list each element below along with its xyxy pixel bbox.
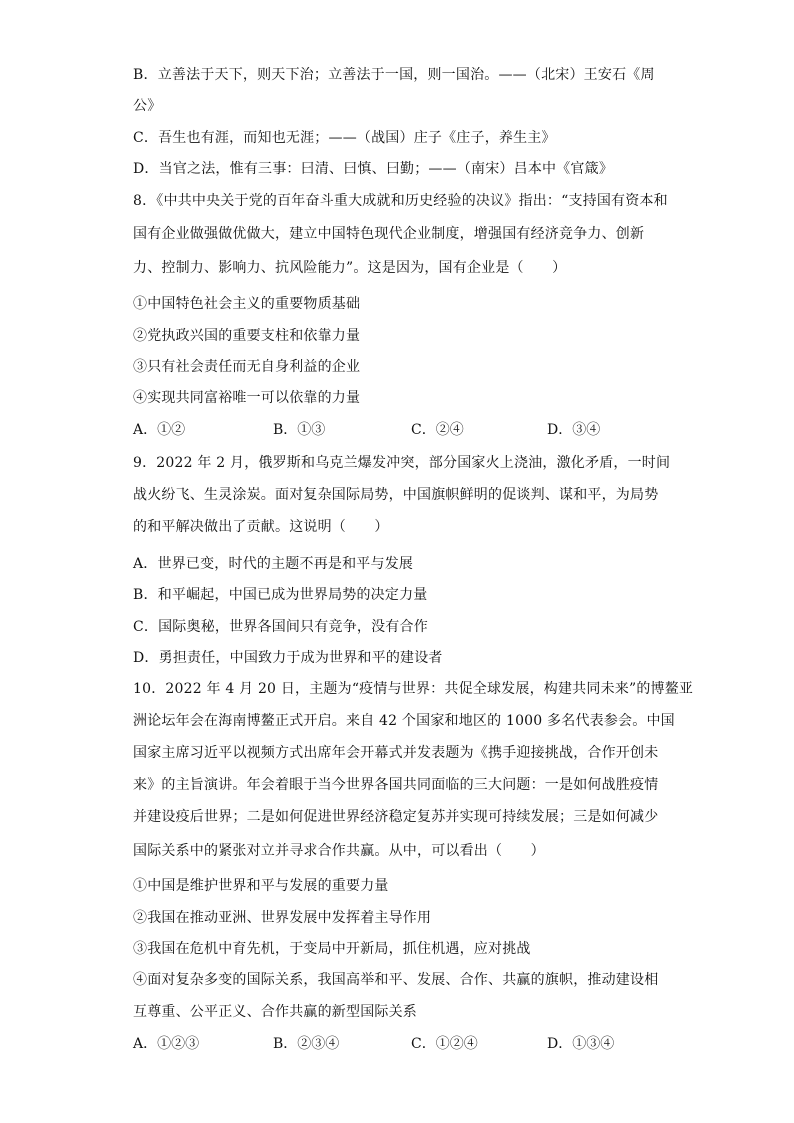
q9-option-a[interactable]: A．世界已变，时代的主题不再是和平与发展 (133, 556, 414, 572)
q8-choice-c[interactable]: C．②④ (411, 422, 464, 438)
q10-stem-line5: 并建设疫后世界；二是如何促进世界经济稳定复苏并实现可持续发展；三是如何减少 (133, 809, 659, 825)
q8-choices (133, 420, 693, 440)
q9-stem-line2: 战火纷飞、生灵涂炭。面对复杂国际局势，中国旗帜鲜明的促谈判、谋和平，为局势 (133, 487, 659, 503)
q7-option-c: C．吾生也有涯，而知也无涯；——（战国）庄子《庄子，养生主》 (133, 130, 556, 146)
q9-option-c[interactable]: C．国际奥秘，世界各国间只有竞争，没有合作 (133, 619, 428, 635)
q10-stem-line2: 洲论坛年会在海南博鳌正式开启。来自 42 个国家和地区的 1000 多名代表参会。中国 (133, 713, 675, 729)
q9-stem-line1: 9．2022 年 2 月，俄罗斯和乌克兰爆发冲突，部分国家火上浇油，激化矛盾，一时间 (133, 455, 671, 471)
q8-stem-line2: 国有企业做强做优做大，建立中国特色现代企业制度，增强国有经济竞争力、创新 (133, 226, 645, 242)
q8-stem-line1: 8．《中共中央关于党的百年奋斗重大成就和历史经验的决议》指出：“支持国有资本和 (133, 193, 668, 209)
q10-choice-b[interactable]: B．②③④ (273, 1036, 340, 1052)
q8-choice-d[interactable]: D．③④ (547, 422, 601, 438)
q10-statement-2: ②我国在推动亚洲、世界发展中发挥着主导作用 (133, 910, 432, 926)
q10-stem-line3: 国家主席习近平以视频方式出席年会开幕式并发表题为《携手迎接挑战，合作开创未 (133, 745, 659, 761)
q7-option-d: D．当官之法，惟有三事：曰清、曰慎、曰勤；——（南宋）吕本中《官箴》 (133, 161, 614, 177)
q10-choice-c[interactable]: C．①②④ (411, 1036, 478, 1052)
q10-statement-4-line2: 互尊重、公平正义、合作共赢的新型国际关系 (133, 1004, 417, 1020)
q7-option-b-line2: 公》 (133, 98, 162, 114)
q9-stem-line3: 的和平解决做出了贡献。这说明（ ） (133, 519, 389, 535)
q8-choice-b[interactable]: B．①③ (273, 422, 326, 438)
q10-choices (133, 1034, 693, 1054)
q10-stem-line1: 10．2022 年 4 月 20 日，主题为“疫情与世界：共促全球发展，构建共同未来”的博鳌亚 (133, 681, 694, 697)
q10-statement-4-line1: ④面对复杂多变的国际关系，我国高举和平、发展、合作、共赢的旗帜，推动建设相 (133, 972, 659, 988)
q10-stem-line4: 来》的主旨演讲。年会着眼于当今世界各国共同面临的三大问题：一是如何战胜疫情 (133, 777, 659, 793)
q8-stem-line3: 力、控制力、影响力、抗风险能力”。这是因为，国有企业是（ ） (133, 260, 567, 276)
q10-statement-3: ③我国在危机中育先机，于变局中开新局，抓住机遇，应对挑战 (133, 941, 531, 957)
q8-statement-2: ②党执政兴国的重要支柱和依靠力量 (133, 328, 361, 344)
q10-choice-a[interactable]: A．①②③ (133, 1036, 200, 1052)
q9-option-d[interactable]: D．勇担责任，中国致力于成为世界和平的建设者 (133, 650, 443, 666)
q7-option-b-line1: B．立善法于天下，则天下治；立善法于一国，则一国治。——（北宋）王安石《周 (133, 67, 655, 83)
q8-statement-4: ④实现共同富裕唯一可以依靠的力量 (133, 390, 361, 406)
q9-option-b[interactable]: B．和平崛起，中国已成为世界局势的决定力量 (133, 587, 428, 603)
q10-choice-d[interactable]: D．①③④ (547, 1036, 615, 1052)
q10-statement-1: ①中国是维护世界和平与发展的重要力量 (133, 878, 389, 894)
q8-statement-1: ①中国特色社会主义的重要物质基础 (133, 296, 361, 312)
q8-choice-a[interactable]: A．①② (133, 422, 186, 438)
q10-stem-line6: 国际关系中的紧张对立并寻求合作共赢。从中，可以看出（ ） (133, 843, 545, 859)
q8-statement-3: ③只有社会责任而无自身利益的企业 (133, 359, 361, 375)
